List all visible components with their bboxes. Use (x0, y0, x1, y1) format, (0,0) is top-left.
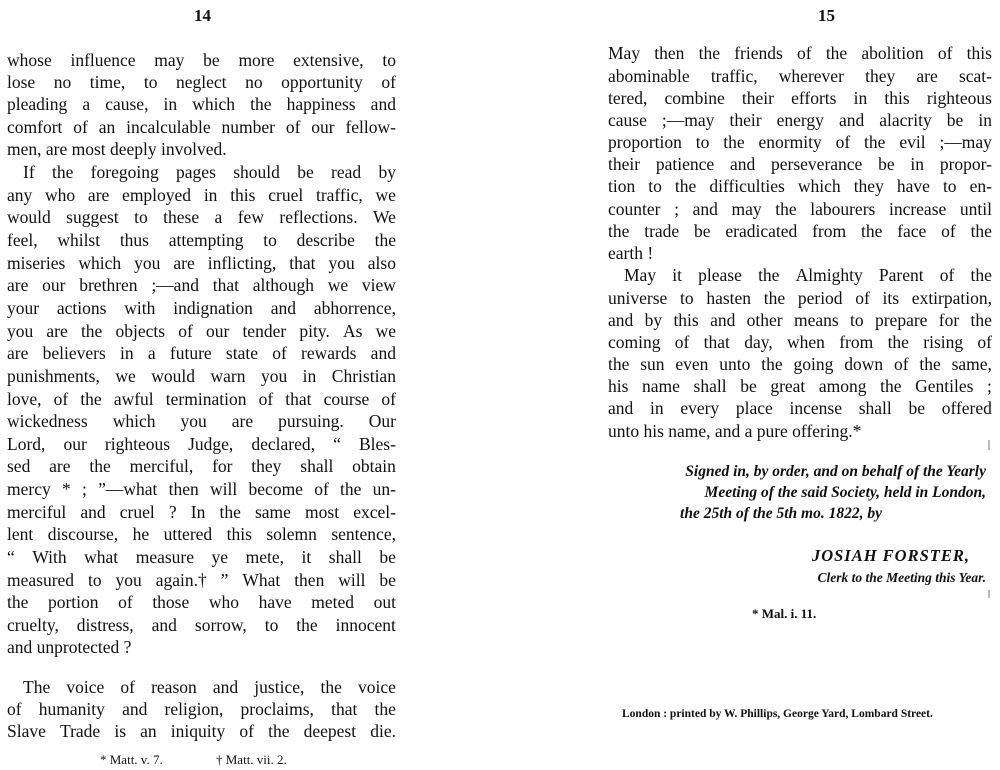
body-line: your actions with indignation and abhorrence, (7, 298, 396, 318)
body-line: the trade be eradicated from the face of the (608, 221, 992, 241)
body-line: comfort of an incalculable number of our fellow- (7, 117, 396, 137)
signer-name: JOSIAH FORSTER, (811, 546, 970, 565)
body-line: men, are most deeply involved. (7, 139, 227, 159)
page-number-left: 14 (194, 6, 211, 25)
body-line: cruelty, distress, and sorrow, to the innocent (7, 615, 396, 635)
paragraph-start-line: May it please the Almighty Parent of the (624, 265, 992, 285)
margin-speck (988, 440, 990, 450)
body-line: you are the objects of our tender pity. As we (7, 321, 396, 341)
body-line: abominable traffic, wherever they are scat- (608, 66, 992, 86)
body-line: the sun even unto the going down of the same, (608, 354, 992, 374)
footnote-left-2: † Matt. vii. 2. (216, 752, 287, 767)
body-line: Slave Trade is an iniquity of the deepest die. (7, 721, 396, 741)
body-line: coming of that day, when from the rising of (608, 332, 992, 352)
page-number-right: 15 (818, 6, 835, 25)
footnote-right: * Mal. i. 11. (752, 606, 817, 621)
body-line: earth ! (608, 243, 654, 263)
body-line: lose no time, to neglect no opportunity of (7, 72, 396, 92)
signed-line-2: Meeting of the said Society, held in London, (704, 484, 986, 501)
body-line: mercy * ; ”—what then will become of the un- (7, 479, 396, 499)
body-line: whose influence may be more extensive, to (7, 50, 396, 70)
margin-speck (988, 590, 990, 598)
body-line: miseries which you are inflicting, that you also (7, 253, 396, 273)
paragraph-start-line: The voice of reason and justice, the voice (23, 677, 396, 697)
body-line: are believers in a future state of rewards and (7, 343, 396, 363)
paragraph-start-line: If the foregoing pages should be read by (23, 162, 396, 182)
body-line: punishments, we would warn you in Christian (7, 366, 396, 386)
body-line: of humanity and religion, proclaims, that the (7, 699, 396, 719)
body-line: and in every place incense shall be offered (608, 398, 992, 418)
body-line: feel, whilst thus attempting to describe the (7, 230, 396, 250)
body-line: love, of the awful termination of that course of (7, 389, 396, 409)
body-line: would suggest to these a few reflections. We (7, 207, 396, 227)
right-page (500, 0, 1000, 770)
body-line: sed are the merciful, for they shall obtain (7, 456, 396, 476)
body-line: pleading a cause, in which the happiness and (7, 94, 396, 114)
body-line: his name shall be great among the Gentiles ; (608, 376, 992, 396)
body-line: lent discourse, he uttered this solemn sentence, (7, 524, 396, 544)
printer-imprint: London : printed by W. Phillips, George Yard, Lombard Street. (622, 708, 933, 720)
body-line: their patience and perseverance be in propor- (608, 154, 992, 174)
body-line: counter ; and may the labourers increase until (608, 199, 992, 219)
body-line: the portion of those who have meted out (7, 592, 396, 612)
body-line: Lord, our righteous Judge, declared, “ Bles- (7, 434, 396, 454)
signed-line-3: the 25th of the 5th mo. 1822, by (680, 505, 882, 522)
footnote-left-1: * Matt. v. 7. (100, 752, 163, 767)
body-line: and unprotected ? (7, 637, 132, 657)
body-line: and by this and other means to prepare for the (608, 310, 992, 330)
body-line: merciful and cruel ? In the same most excel- (7, 502, 396, 522)
signer-title: Clerk to the Meeting this Year. (817, 570, 986, 585)
body-line: cause ;—may their energy and alacrity be in (608, 110, 992, 130)
body-line: unto his name, and a pure offering.* (608, 421, 862, 441)
body-line: universe to hasten the period of its extirpation, (608, 288, 992, 308)
body-line: wickedness which you are pursuing. Our (7, 411, 396, 431)
signed-line-1: Signed in, by order, and on behalf of the Yearly (685, 463, 986, 480)
body-line: tion to the difficulties which they have to en- (608, 176, 992, 196)
body-line: “ With what measure ye mete, it shall be (7, 547, 396, 567)
body-line: are our brethren ;—and that although we view (7, 275, 396, 295)
body-line: tered, combine their efforts in this righteous (608, 88, 992, 108)
body-line: any who are employed in this cruel traffic, we (7, 185, 396, 205)
body-line: proportion to the enormity of the evil ;—may (608, 132, 992, 152)
body-line: measured to you again.† ” What then will be (7, 570, 396, 590)
body-line: May then the friends of the abolition of this (608, 43, 992, 63)
